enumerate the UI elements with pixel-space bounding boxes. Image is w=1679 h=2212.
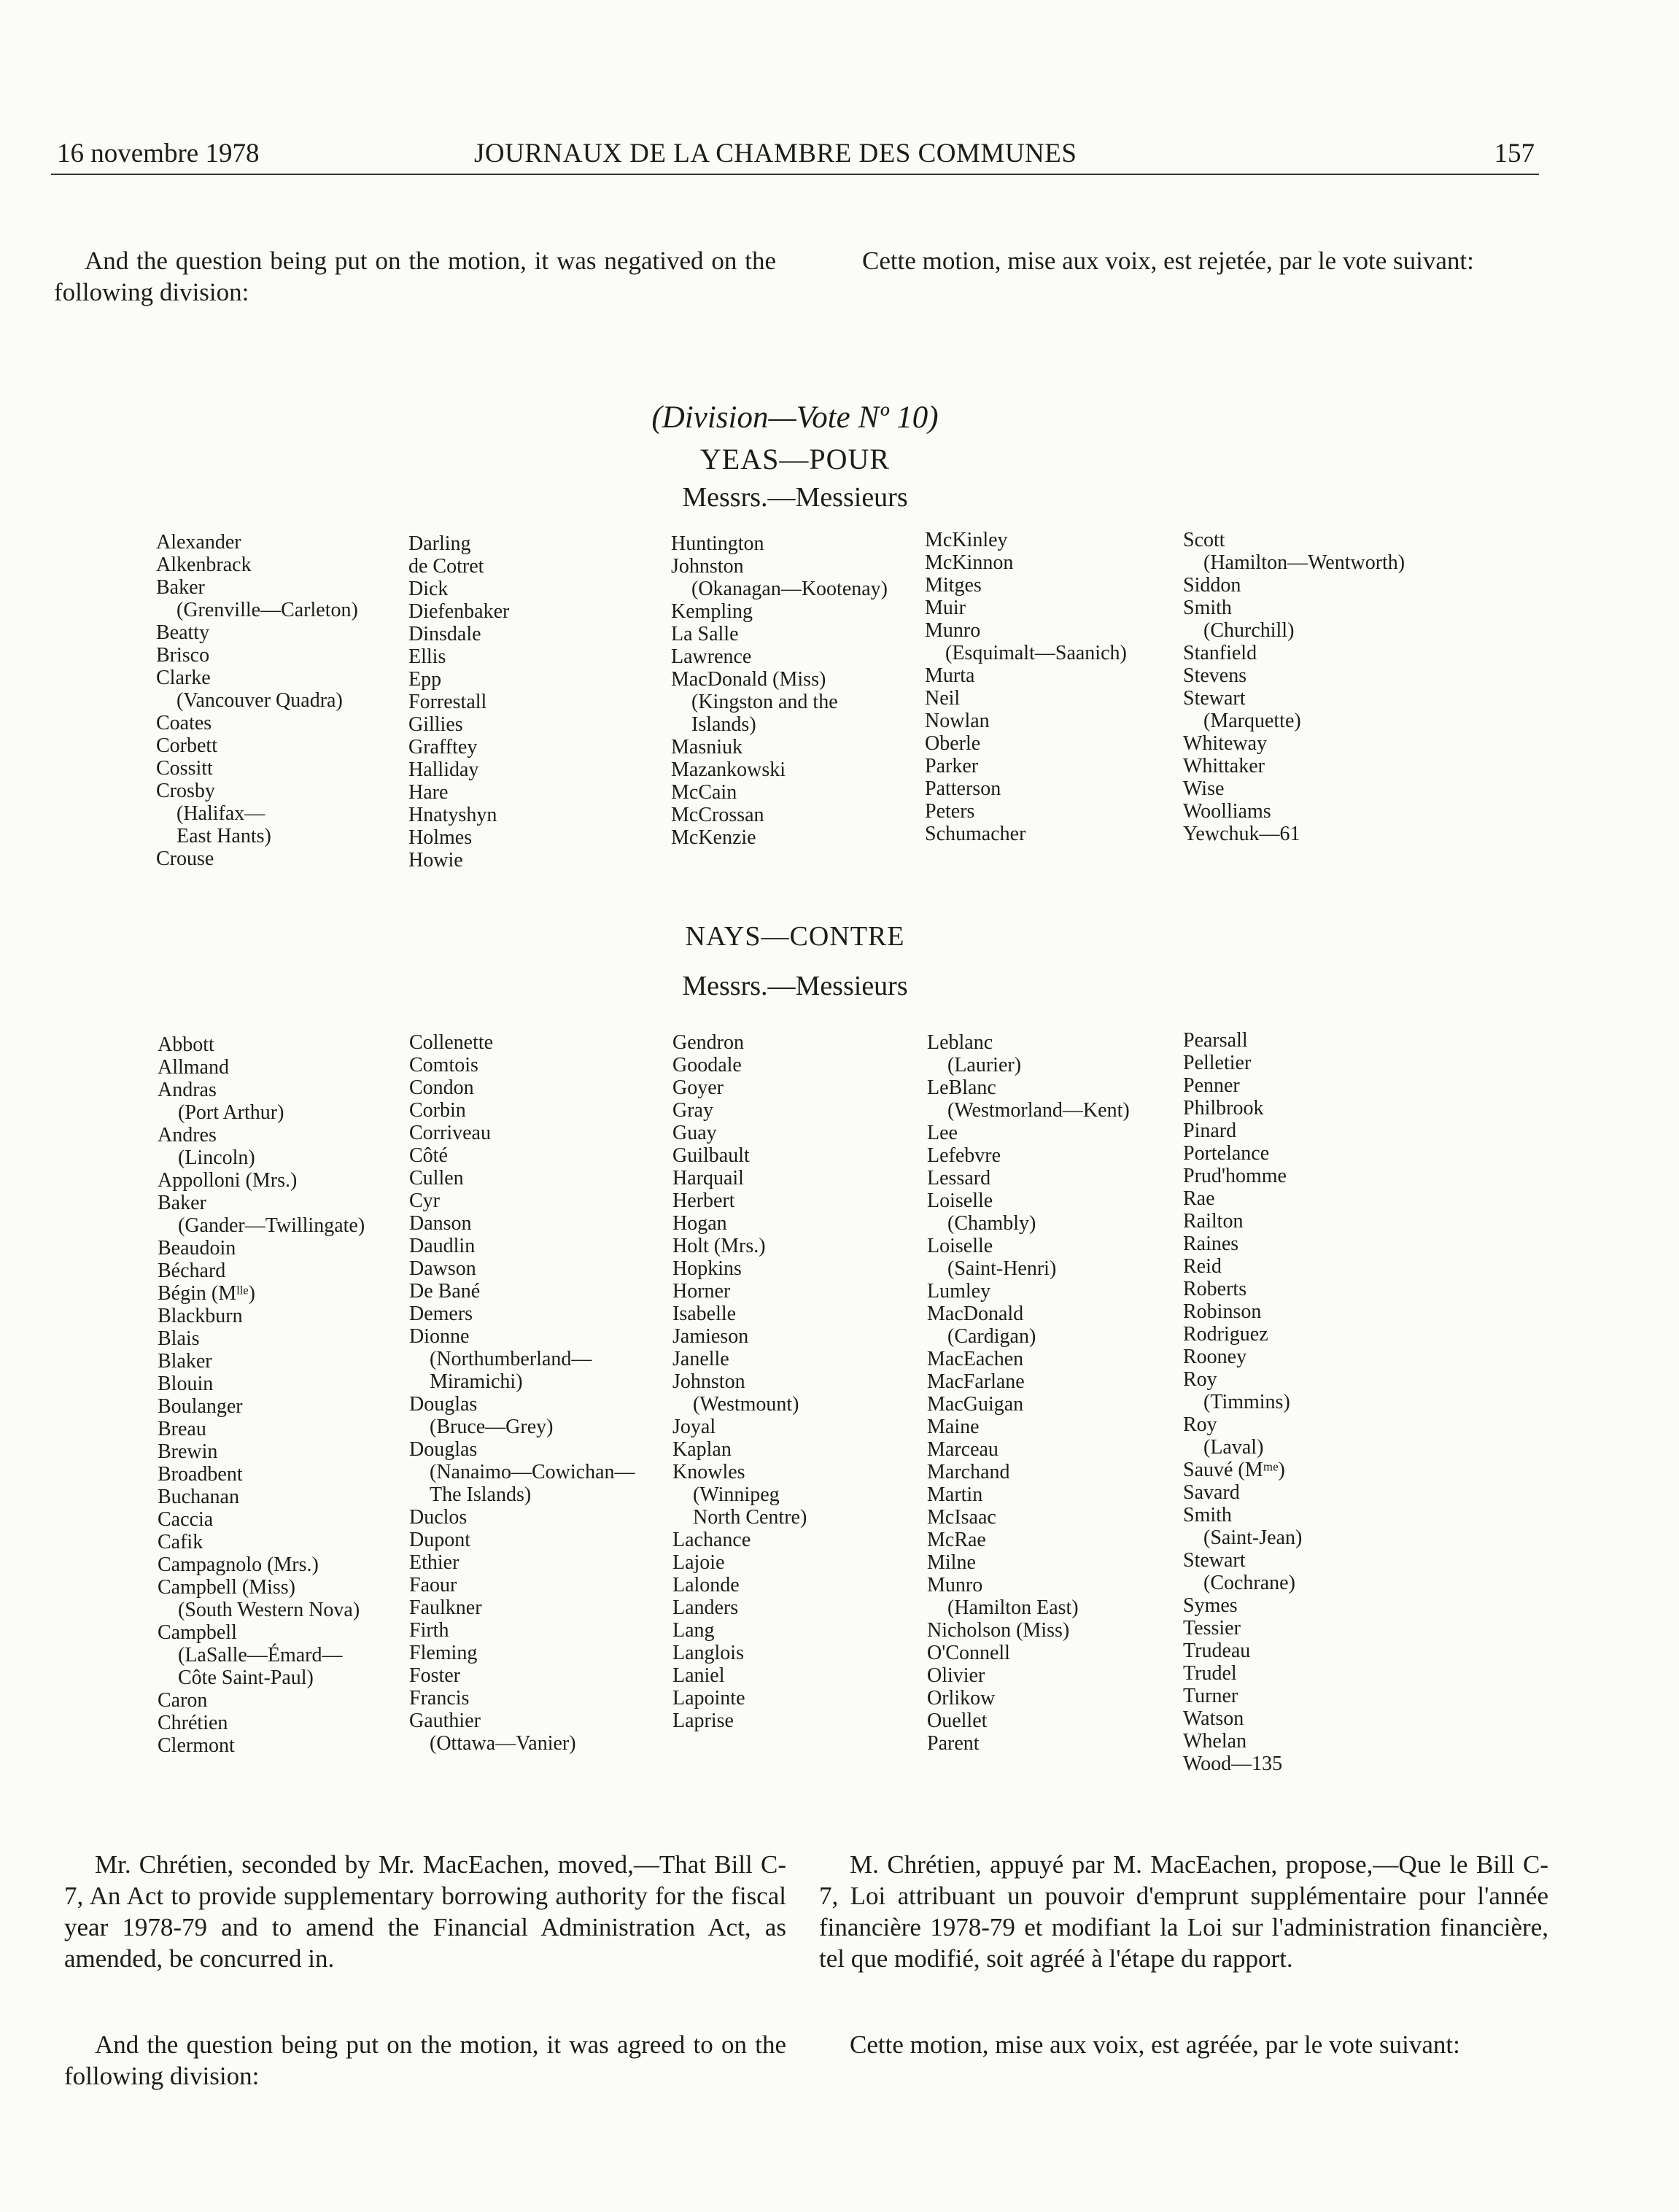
yeas-column xyxy=(671,532,888,849)
member-name: Coates xyxy=(156,712,212,734)
member-name: Raines xyxy=(1183,1233,1239,1255)
member-name: (Timmins) xyxy=(1203,1391,1290,1413)
member-name: Lalonde xyxy=(672,1574,740,1596)
member-name: Gillies xyxy=(408,713,463,736)
member-name: Darling xyxy=(408,532,471,555)
member-name: Marchand xyxy=(927,1461,1010,1483)
member-name: Foster xyxy=(409,1664,460,1687)
member-name: Caccia xyxy=(158,1508,214,1531)
member-name: Robinson xyxy=(1183,1300,1262,1323)
member-name: Campbell xyxy=(158,1621,237,1644)
member-name: (Laval) xyxy=(1203,1436,1264,1459)
member-name: Parker xyxy=(925,755,979,777)
member-name: Boulanger xyxy=(158,1395,243,1418)
member-name: Dupont xyxy=(409,1529,470,1551)
member-name: (LaSalle—Émard— xyxy=(178,1644,343,1666)
member-name: Forrestall xyxy=(408,691,487,713)
member-name: Alexander xyxy=(156,531,241,554)
member-name: Rae xyxy=(1183,1187,1215,1210)
member-name: Trudel xyxy=(1183,1662,1237,1685)
member-name: Yewchuk—61 xyxy=(1183,823,1300,845)
member-name: Roberts xyxy=(1183,1278,1247,1300)
member-name: (Winnipeg xyxy=(693,1483,780,1506)
member-name: (Cochrane) xyxy=(1203,1572,1295,1594)
member-name: Langlois xyxy=(672,1642,744,1664)
member-name: Cyr xyxy=(409,1190,440,1212)
member-name: Diefenbaker xyxy=(408,600,510,623)
division-title: (Division—Vote Nº 10) xyxy=(651,400,939,435)
member-name: Masniuk xyxy=(671,736,742,758)
member-name: Goyer xyxy=(672,1076,724,1099)
member-name: Grafftey xyxy=(408,736,478,758)
member-name: Clermont xyxy=(158,1734,235,1757)
nays-column xyxy=(1183,1029,1302,1775)
member-name: (Laurier) xyxy=(947,1054,1022,1076)
member-name: Peters xyxy=(925,800,975,823)
member-name: Roy xyxy=(1183,1368,1217,1391)
member-name: Béchard xyxy=(158,1260,226,1282)
member-name: Pinard xyxy=(1183,1119,1237,1142)
member-name: Goodale xyxy=(672,1054,742,1076)
member-name: Alkenbrack xyxy=(156,554,252,576)
member-name: (Bruce—Grey) xyxy=(430,1416,554,1438)
member-name: (Port Arthur) xyxy=(178,1101,284,1124)
member-name: Parent xyxy=(927,1732,980,1755)
member-name: Gendron xyxy=(672,1031,744,1054)
member-name: Corbett xyxy=(156,734,217,757)
member-name: Milne xyxy=(927,1551,976,1574)
member-name: Philbrook xyxy=(1183,1097,1264,1119)
member-name: McCrossan xyxy=(671,804,764,826)
member-name: (Kingston and the xyxy=(691,691,838,713)
member-name: Lawrence xyxy=(671,645,752,668)
member-name: Duclos xyxy=(409,1506,468,1529)
member-name: Siddon xyxy=(1183,574,1241,597)
member-name: Woolliams xyxy=(1183,800,1271,823)
member-name: Mitges xyxy=(925,574,982,597)
member-name: Corriveau xyxy=(409,1122,491,1144)
member-name: (Hamilton—Wentworth) xyxy=(1203,551,1405,574)
member-name: Côte Saint-Paul) xyxy=(178,1666,314,1689)
member-name: Douglas xyxy=(409,1438,478,1461)
page-number: 157 xyxy=(1494,139,1535,168)
member-name: Neil xyxy=(925,687,961,710)
member-name: Landers xyxy=(672,1596,739,1619)
member-name: Trudeau xyxy=(1183,1639,1251,1662)
member-name: Horner xyxy=(672,1280,731,1303)
member-name: (Marquette) xyxy=(1203,710,1301,732)
member-name: McRae xyxy=(927,1529,986,1551)
member-name: Schumacher xyxy=(925,823,1026,845)
yeas-column xyxy=(925,529,1127,845)
member-name: (Westmount) xyxy=(693,1393,799,1416)
member-name: Gray xyxy=(672,1099,713,1122)
member-name: Baker xyxy=(158,1192,206,1214)
member-name: Danson xyxy=(409,1212,472,1235)
member-name: Hogan xyxy=(672,1212,727,1235)
member-name: Lachance xyxy=(672,1529,751,1551)
member-name: MacFarlane xyxy=(927,1370,1025,1393)
member-name: Savard xyxy=(1183,1481,1240,1504)
yeas-column xyxy=(408,532,509,872)
member-name: McKinnon xyxy=(925,551,1014,574)
member-name: Lapointe xyxy=(672,1687,745,1710)
member-name: Nicholson (Miss) xyxy=(927,1619,1070,1642)
member-name: Lefebvre xyxy=(927,1144,1001,1167)
member-name: Laniel xyxy=(672,1664,725,1687)
member-name: (Saint-Henri) xyxy=(947,1257,1057,1280)
member-name: MacDonald xyxy=(927,1303,1024,1325)
member-name: Andras xyxy=(158,1079,217,1101)
outro-english: And the question being put on the motion, it was agreed to on the following division: xyxy=(64,2030,786,2090)
nays-heading: NAYS—CONTRE xyxy=(685,921,905,952)
member-name: McIsaac xyxy=(927,1506,996,1529)
nays-subheading: Messrs.—Messieurs xyxy=(682,971,908,1001)
member-name: (Nanaimo—Cowichan— xyxy=(430,1461,635,1483)
member-name: McKinley xyxy=(925,529,1008,551)
member-name: Sauvé (Mᵐᵉ) xyxy=(1183,1459,1285,1481)
member-name: Martin xyxy=(927,1483,983,1506)
member-name: Beaudoin xyxy=(158,1237,236,1260)
member-name: Côté xyxy=(409,1144,448,1167)
member-name: Brisco xyxy=(156,644,210,667)
nays-column xyxy=(158,1033,365,1757)
member-name: (Northumberland— xyxy=(430,1348,592,1370)
member-name: Dick xyxy=(408,578,449,600)
member-name: Nowlan xyxy=(925,710,990,732)
member-name: Comtois xyxy=(409,1054,478,1076)
member-name: Rooney xyxy=(1183,1346,1247,1368)
member-name: Ouellet xyxy=(927,1710,988,1732)
member-name: Laprise xyxy=(672,1710,734,1732)
member-name: Whittaker xyxy=(1183,755,1265,777)
member-name: Reid xyxy=(1183,1255,1222,1278)
member-name: Cullen xyxy=(409,1167,464,1190)
member-name: Murta xyxy=(925,664,975,687)
member-name: Huntington xyxy=(671,532,764,555)
member-name: Symes xyxy=(1183,1594,1238,1617)
member-name: The Islands) xyxy=(430,1483,532,1506)
member-name: (Churchill) xyxy=(1203,619,1295,642)
nays-column xyxy=(672,1031,807,1732)
member-name: Lumley xyxy=(927,1280,991,1303)
member-name: Johnston xyxy=(671,555,744,578)
member-name: Campbell (Miss) xyxy=(158,1576,295,1599)
member-name: Dinsdale xyxy=(408,623,481,645)
member-name: Isabelle xyxy=(672,1303,737,1325)
member-name: (Lincoln) xyxy=(178,1146,255,1169)
member-name: (South Western Nova) xyxy=(178,1599,360,1621)
member-name: Janelle xyxy=(672,1348,729,1370)
member-name: Knowles xyxy=(672,1461,745,1483)
member-name: (Ottawa—Vanier) xyxy=(430,1732,576,1755)
member-name: (Hamilton East) xyxy=(947,1596,1079,1619)
member-name: Railton xyxy=(1183,1210,1244,1233)
member-name: Ethier xyxy=(409,1551,460,1574)
member-name: Stewart xyxy=(1183,687,1246,710)
member-name: Cossitt xyxy=(156,757,213,780)
header-date: 16 novembre 1978 xyxy=(57,139,260,168)
member-name: Hare xyxy=(408,781,449,804)
member-name: Lee xyxy=(927,1122,958,1144)
member-name: Cafik xyxy=(158,1531,203,1553)
member-name: Loiselle xyxy=(927,1190,993,1212)
member-name: Kempling xyxy=(671,600,753,623)
member-name: Dawson xyxy=(409,1257,476,1280)
member-name: Wood—135 xyxy=(1183,1753,1283,1775)
member-name: (Grenville—Carleton) xyxy=(177,599,358,621)
member-name: Tessier xyxy=(1183,1617,1241,1639)
member-name: Smith xyxy=(1183,597,1232,619)
member-name: Penner xyxy=(1183,1074,1240,1097)
member-name: O'Connell xyxy=(927,1642,1010,1664)
member-name: Orlikow xyxy=(927,1687,996,1710)
member-name: (Westmorland—Kent) xyxy=(947,1099,1130,1122)
member-name: North Centre) xyxy=(693,1506,807,1529)
member-name: Maine xyxy=(927,1416,980,1438)
member-name: Harquail xyxy=(672,1167,744,1190)
member-name: Joyal xyxy=(672,1416,716,1438)
member-name: Smith xyxy=(1183,1504,1232,1526)
nays-column xyxy=(927,1031,1130,1755)
member-name: Crouse xyxy=(156,847,214,870)
member-name: Ellis xyxy=(408,645,446,668)
member-name: MacGuigan xyxy=(927,1393,1024,1416)
member-name: Portelance xyxy=(1183,1142,1270,1165)
member-name: (Saint-Jean) xyxy=(1203,1526,1303,1549)
member-name: Allmand xyxy=(158,1056,229,1079)
yeas-column xyxy=(1183,529,1405,845)
member-name: Watson xyxy=(1183,1707,1244,1730)
member-name: Turner xyxy=(1183,1685,1238,1707)
member-name: Faour xyxy=(409,1574,457,1596)
member-name: Olivier xyxy=(927,1664,985,1687)
member-name: Lessard xyxy=(927,1167,991,1190)
member-name: Caron xyxy=(158,1689,208,1712)
member-name: Douglas xyxy=(409,1393,478,1416)
yeas-column xyxy=(156,531,358,870)
yeas-subheading: Messrs.—Messieurs xyxy=(682,482,908,513)
member-name: Beatty xyxy=(156,621,210,644)
member-name: Stewart xyxy=(1183,1549,1246,1572)
member-name: Lajoie xyxy=(672,1551,725,1574)
member-name: (Halifax— xyxy=(177,802,265,825)
outro-french: Cette motion, mise aux voix, est agréée, par le vote suivant: xyxy=(850,2030,1460,2059)
member-name: Holmes xyxy=(408,826,473,849)
member-name: Blaker xyxy=(158,1350,212,1373)
member-name: Munro xyxy=(927,1574,983,1596)
member-name: Blouin xyxy=(158,1373,214,1395)
member-name: Oberle xyxy=(925,732,981,755)
member-name: Andres xyxy=(158,1124,217,1146)
yeas-heading: YEAS—POUR xyxy=(699,443,891,476)
member-name: Baker xyxy=(156,576,205,599)
member-name: Wise xyxy=(1183,777,1225,800)
member-name: Halliday xyxy=(408,758,479,781)
member-name: Clarke xyxy=(156,667,211,689)
member-name: East Hants) xyxy=(177,825,271,847)
member-name: Corbin xyxy=(409,1099,466,1122)
member-name: Brewin xyxy=(158,1440,218,1463)
member-name: (Vancouver Quadra) xyxy=(177,689,343,712)
member-name: Fleming xyxy=(409,1642,478,1664)
member-name: Loiselle xyxy=(927,1235,993,1257)
motion-french: M. Chrétien, appuyé par M. MacEachen, propose,—Que le Bill C-7, Loi attribuant un pouvoir d'emprunt supplémentaire pour l'année financière 1978-79 et modifiant la Loi sur l'administration financière, tel que modifié, soit agréé à l'étape du rapport. xyxy=(819,1850,1548,1973)
member-name: Hnatyshyn xyxy=(408,804,497,826)
member-name: Broadbent xyxy=(158,1463,243,1486)
nays-column xyxy=(409,1031,635,1755)
member-name: LeBlanc xyxy=(927,1076,996,1099)
member-name: McCain xyxy=(671,781,737,804)
member-name: Islands) xyxy=(691,713,756,736)
member-name: Whelan xyxy=(1183,1730,1247,1753)
member-name: Guilbault xyxy=(672,1144,750,1167)
member-name: McKenzie xyxy=(671,826,756,849)
member-name: Chrétien xyxy=(158,1712,228,1734)
motion-english: Mr. Chrétien, seconded by Mr. MacEachen, moved,—That Bill C-7, An Act to provide supplementary borrowing authority for the fiscal year 1978-79 and to amend the Financial Administration Act, as amended, be concurred in. xyxy=(64,1850,786,1973)
member-name: Appolloni (Mrs.) xyxy=(158,1169,298,1192)
member-name: (Cardigan) xyxy=(947,1325,1036,1348)
member-name: Francis xyxy=(409,1687,470,1710)
member-name: Whiteway xyxy=(1183,732,1268,755)
member-name: Miramichi) xyxy=(430,1370,523,1393)
intro-english: And the question being put on the motion, it was negatived on the following division: xyxy=(54,247,776,306)
member-name: Jamieson xyxy=(672,1325,749,1348)
member-name: Faulkner xyxy=(409,1596,482,1619)
member-name: Bégin (Mˡˡᵉ) xyxy=(158,1282,255,1305)
member-name: Kaplan xyxy=(672,1438,732,1461)
member-name: Patterson xyxy=(925,777,1001,800)
member-name: Lang xyxy=(672,1619,715,1642)
member-name: Mazankowski xyxy=(671,758,786,781)
member-name: De Bané xyxy=(409,1280,481,1303)
member-name: Hopkins xyxy=(672,1257,742,1280)
member-name: Campagnolo (Mrs.) xyxy=(158,1553,319,1576)
member-name: Abbott xyxy=(158,1033,214,1056)
member-name: (Gander—Twillingate) xyxy=(178,1214,365,1237)
member-name: Epp xyxy=(408,668,442,691)
journal-title: JOURNAUX DE LA CHAMBRE DES COMMUNES xyxy=(474,139,1077,168)
member-name: Firth xyxy=(409,1619,449,1642)
member-name: Dionne xyxy=(409,1325,470,1348)
member-name: Pelletier xyxy=(1183,1052,1252,1074)
member-name: (Okanagan—Kootenay) xyxy=(691,578,888,600)
member-name: Stanfield xyxy=(1183,642,1257,664)
member-name: Herbert xyxy=(672,1190,735,1212)
member-name: Howie xyxy=(408,849,463,872)
member-name: Johnston xyxy=(672,1370,745,1393)
member-name: Roy xyxy=(1183,1413,1217,1436)
member-name: Demers xyxy=(409,1303,473,1325)
member-name: Blais xyxy=(158,1327,200,1350)
member-name: Munro xyxy=(925,619,981,642)
member-name: (Chambly) xyxy=(947,1212,1036,1235)
member-name: Rodriguez xyxy=(1183,1323,1268,1346)
member-name: Breau xyxy=(158,1418,206,1440)
member-name: Pearsall xyxy=(1183,1029,1248,1052)
member-name: MacDonald (Miss) xyxy=(671,668,826,691)
member-name: Crosby xyxy=(156,780,215,802)
member-name: Scott xyxy=(1183,529,1225,551)
member-name: Guay xyxy=(672,1122,717,1144)
member-name: Leblanc xyxy=(927,1031,993,1054)
member-name: Holt (Mrs.) xyxy=(672,1235,766,1257)
member-name: MacEachen xyxy=(927,1348,1024,1370)
member-name: Muir xyxy=(925,597,966,619)
member-name: (Esquimalt—Saanich) xyxy=(945,642,1127,664)
member-name: Daudlin xyxy=(409,1235,476,1257)
member-name: Stevens xyxy=(1183,664,1247,687)
member-name: Collenette xyxy=(409,1031,494,1054)
member-name: La Salle xyxy=(671,623,739,645)
intro-french: Cette motion, mise aux voix, est rejetée, par le vote suivant: xyxy=(862,247,1474,275)
member-name: Gauthier xyxy=(409,1710,481,1732)
member-name: Condon xyxy=(409,1076,474,1099)
member-name: Marceau xyxy=(927,1438,999,1461)
member-name: Blackburn xyxy=(158,1305,243,1327)
page-header xyxy=(51,130,1539,175)
member-name: de Cotret xyxy=(408,555,484,578)
member-name: Prud'homme xyxy=(1183,1165,1287,1187)
member-name: Buchanan xyxy=(158,1486,239,1508)
